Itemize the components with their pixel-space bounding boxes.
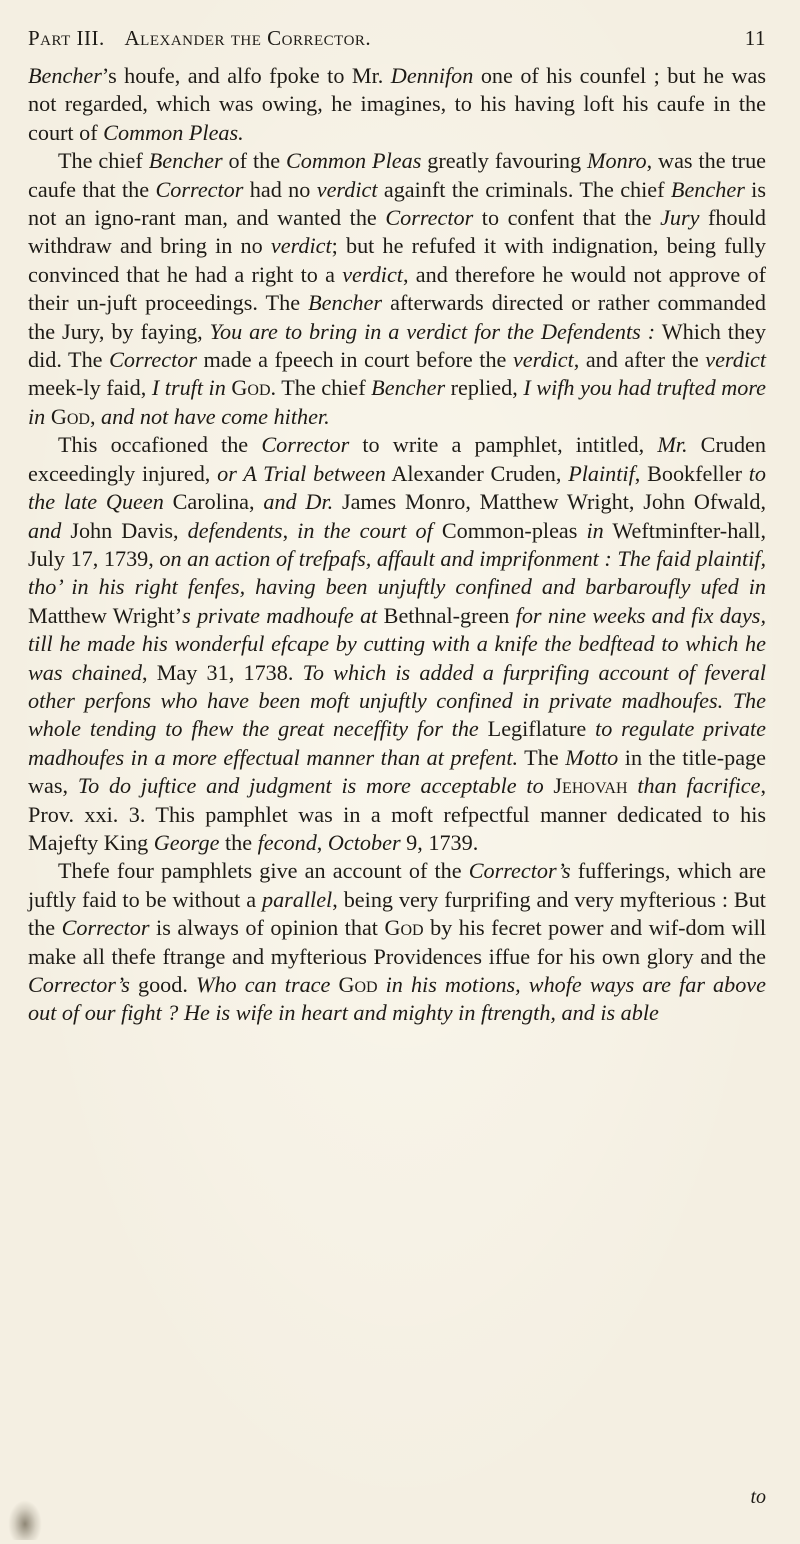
roman-text: Cruden exceedingly injured, [28,432,766,486]
roman-text: to confent that the [473,205,661,231]
roman-text: This occafioned the [58,432,262,458]
running-head-title [28,26,371,51]
part-label: Part III. [28,26,105,50]
italic-text: verdict [512,347,574,373]
roman-text [628,773,638,798]
roman-text: Weftminfter-hall, July 17, 1739, [28,517,767,571]
roman-text: The chief [58,148,149,174]
italic-text: verdict [342,261,403,287]
page-smudge [8,1500,42,1540]
italic-text: Corrector [155,176,244,202]
italic-text: Common Pleas. [103,119,244,145]
roman-text: , [282,517,298,543]
roman-text: Matthew Wright’ [28,602,183,628]
roman-text: Alexander Cruden, [385,460,569,486]
italic-text: in his motions, whofe ways are far above out of our fight ? He is wife in heart and mighty in ftrength, and is able [28,972,767,1026]
italic-text: Bencher [148,148,223,174]
italic-text: or A Trial between [217,460,386,486]
italic-text: George [153,829,220,855]
italic-text: verdict [316,176,378,202]
roman-text: fhould withdraw and bring in no [28,205,766,259]
paragraph-2 [28,147,766,431]
roman-text: againft the criminals. The chief [377,176,671,202]
italic-text: October [327,829,401,855]
roman-text: the [219,829,258,855]
italic-text: I truft in [151,375,232,401]
roman-text: The [518,744,566,770]
roman-text: Legiflature [478,716,596,742]
roman-text: Thefe four pamphlets give an account of the [58,858,469,884]
paragraph-1 [28,62,766,147]
paragraph-4 [28,857,766,1027]
italic-text: Common Pleas [286,148,422,174]
italic-text: and not have come hither. [101,403,330,429]
roman-text: Which they did. The [28,318,766,373]
roman-text: by his fecret power and wif-dom will make all thefe ftrange and myfterious Providences iffue for his own glory and the [28,915,766,969]
roman-text: . The chief [270,375,372,401]
italic-text: Motto [565,744,619,770]
book-title: Alexander the Corrector. [124,26,372,50]
italic-text: Corrector’s [28,972,130,997]
italic-text: to the late Queen [28,460,766,515]
italic-text: s private madhoufe at [182,602,378,628]
italic-text: defendents [187,517,283,543]
roman-text: meek-ly faid, [28,375,152,401]
italic-text: Bencher [371,375,446,401]
roman-text: , [89,403,102,429]
roman-text: , and therefore he would not approve of their un-juft proceedings. The [28,261,766,316]
roman-text: afterwards directed or rather commanded the Jury, by faying, [28,290,766,344]
roman-text: Common-pleas [432,517,587,543]
italic-text: Monro [587,148,647,174]
roman-text: , and after the [573,347,706,373]
roman-text: good. [129,972,196,997]
small-caps-text: God [338,972,378,997]
roman-text: had no [243,176,317,202]
italic-text: for nine weeks and fix days, till he made his wonderful efcape by cutting with a knife the bedftead to which he was chained [28,602,766,685]
italic-text: To do juftice and judgment is more acceptable to [77,773,554,799]
italic-text: than facrifice [637,773,761,799]
italic-text: Who can trace [195,972,339,997]
roman-text: greatly favouring [421,148,587,174]
italic-text: Bencher [670,176,745,202]
italic-text: Corrector [385,205,474,231]
roman-text: replied, [445,375,524,401]
italic-text: Dennifon [390,63,474,88]
roman-text: , [316,829,328,855]
italic-text: Corrector’s [468,858,571,884]
italic-text: Corrector [61,915,150,941]
roman-text: Carolina, [163,489,264,515]
roman-text: , May 31, 1738. [141,659,303,685]
running-head [28,26,766,56]
italic-text: To which is added a furprifing account of feveral other perfons who have been moft unjuftly confined in private madhoufes. The whole tending to fhew the great neceffity for the [28,659,767,742]
small-caps-text: God [50,403,90,429]
roman-text: made a fpeech in court before the [197,347,513,373]
italic-text: verdict [270,233,332,259]
roman-text: John Davis, [61,517,188,543]
italic-text: Bencher [28,63,102,88]
small-caps-text: Jehovah [553,773,628,799]
roman-text: , was the true caufe that the [28,148,767,202]
italic-text: Corrector [109,347,198,373]
roman-text: ; but he refufed it with indignation, being fully convinced that he had a right to a [28,233,766,287]
roman-text: fufferings, which are juftly faid to be without a [28,858,766,912]
roman-text: , being very furprifing and very myfterious : But the [28,886,766,941]
italic-text: and [28,517,62,543]
roman-text: of the [222,148,286,174]
italic-text: fecond [257,829,317,855]
small-caps-text: God [384,915,424,941]
italic-text: I wifh you had trufted more in [28,375,766,429]
italic-text: Corrector [261,432,350,458]
italic-text: You are to bring in a verdict for the Defendents : [209,318,656,344]
roman-text: in the title-page was, [28,744,766,799]
page-number: 11 [744,26,766,50]
italic-text: in [586,517,604,543]
roman-text: one of his counfel ; but he was not regarded, which was owing, he imagines, to his having loft his caufe in the court of [28,63,767,145]
roman-text [378,972,386,997]
roman-text: , Bookfeller [634,460,749,486]
roman-text: , Prov. xxi. 3. This pamphlet was in a moft refpectful manner dedicated to his Majefty King [28,773,766,855]
italic-text: to regulate private madhoufes in a more effectual manner than at prefent. [28,716,766,770]
body-text [28,62,766,1028]
roman-text: 9, 1739. [400,829,479,855]
roman-text: is always of opinion that [149,915,385,941]
italic-text: and Dr. [263,489,334,515]
catchword: to [750,1486,766,1508]
italic-text: Jury [660,205,700,231]
italic-text: Bencher [308,290,383,316]
paragraph-3 [28,431,766,857]
roman-text: James Monro, Matthew Wright, John Ofwald, [333,489,766,515]
small-caps-text: God [231,375,271,401]
roman-text: ’s houfe, and alfo fpoke to Mr. [101,63,391,88]
roman-text: is not an igno-rant man, and wanted the [28,176,766,231]
italic-text: verdict [705,347,766,373]
italic-text: parallel [261,886,333,912]
roman-text: Bethnal-green [377,602,516,628]
italic-text: Mr. [657,432,688,458]
roman-text: to write a pamphlet, intitled, [349,432,658,458]
italic-text: Plaintif [568,460,635,486]
italic-text: in the court of [297,517,433,543]
italic-text: on an action of trefpafs, affault and imprifonment : The faid plaintif, tho’ in his right fenfes, having been unjuftly confined and barbaroufly ufed in [28,545,766,600]
